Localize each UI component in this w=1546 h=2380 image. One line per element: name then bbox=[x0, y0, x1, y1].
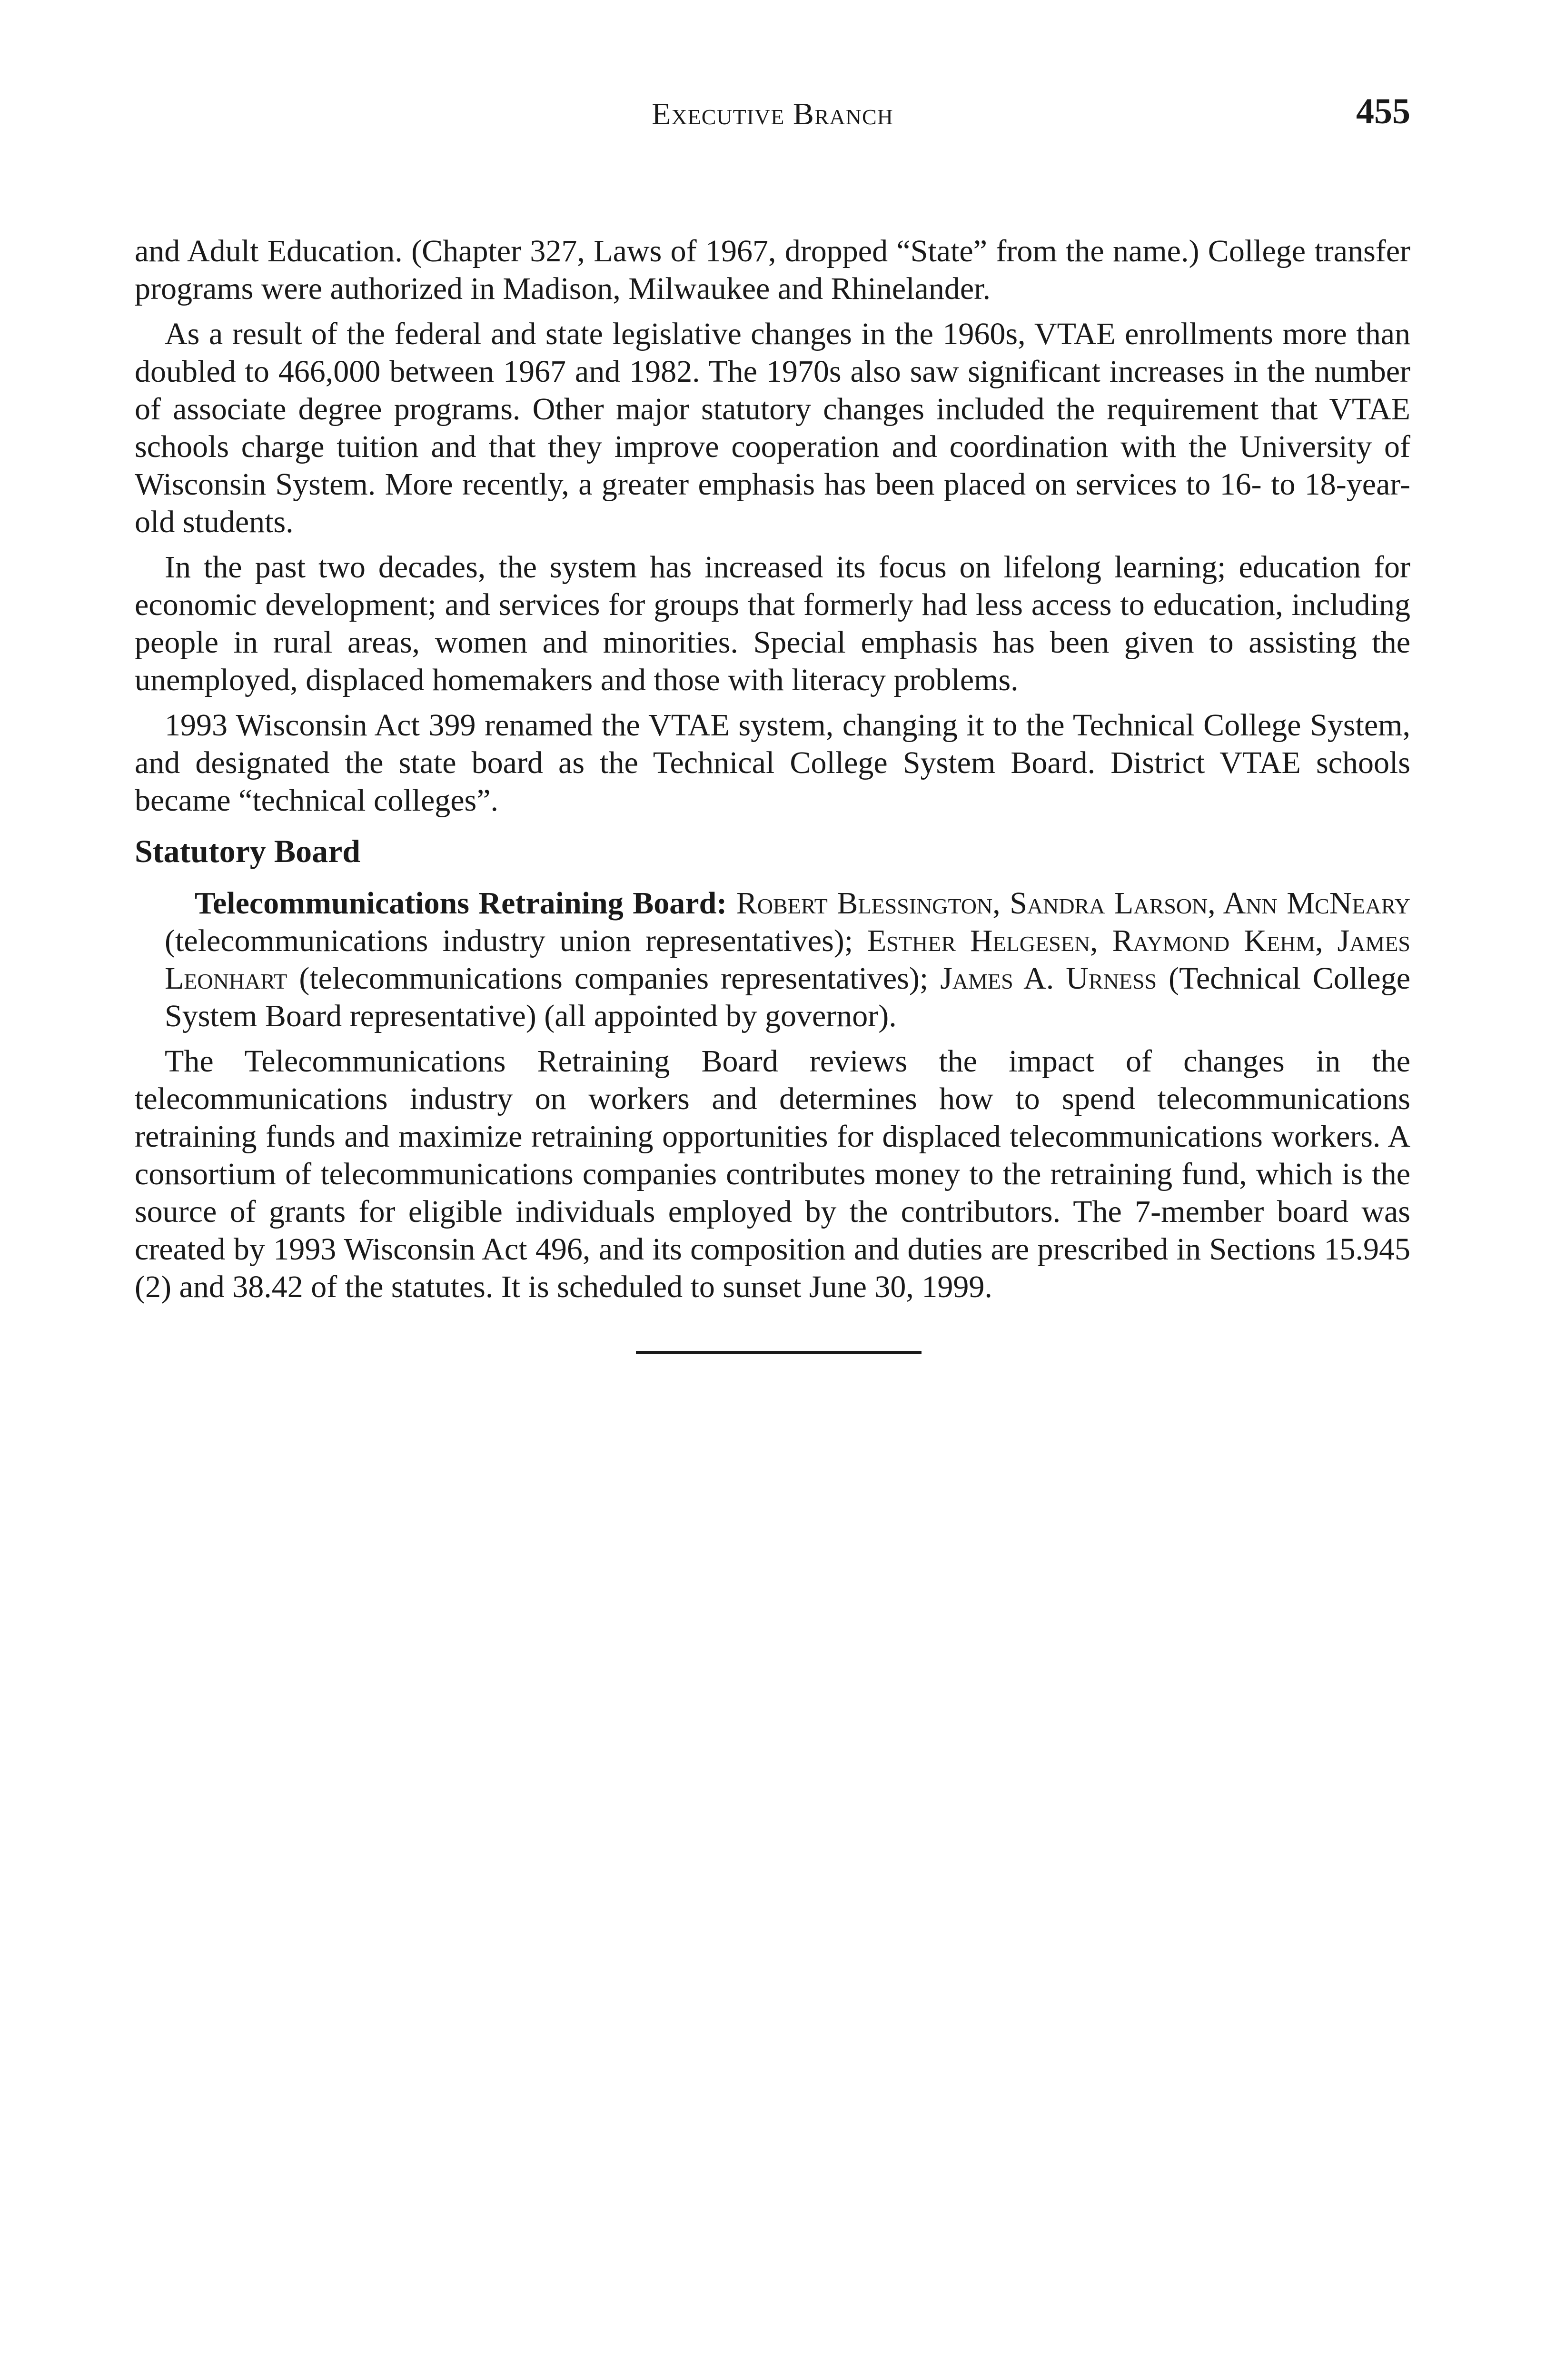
union-members: Robert Blessington, Sandra Larson, Ann McNeary bbox=[736, 886, 1410, 921]
paragraph-lifelong-learning: In the past two decades, the system has increased its focus on lifelong learning; education for economic development; and services for groups that formerly had less access to education, including people in rural areas, women and minorities. Special emphasis has been given to assisting the unemployed, displaced homemakers and those with literacy problems. bbox=[135, 550, 1410, 697]
section-end-rule bbox=[636, 1351, 922, 1354]
board-membership-entry bbox=[135, 884, 1410, 1035]
tcs-role: (Technical College System Board representative) (all appointed by governor). bbox=[165, 961, 1410, 1033]
company-members: Esther Helgesen, Raymond Kehm, James Leonhart bbox=[165, 923, 1410, 996]
page-number: 455 bbox=[1356, 91, 1410, 131]
section-heading: Statutory Board bbox=[135, 833, 361, 869]
running-head bbox=[135, 90, 1410, 143]
board-name: Telecommunications Retraining Board: bbox=[195, 886, 727, 921]
union-role: (telecommunications industry union representatives); bbox=[165, 923, 868, 958]
tcs-member: James A. Urness bbox=[940, 961, 1157, 996]
running-title: Executive Branch bbox=[652, 97, 893, 131]
paragraph-act-399: 1993 Wisconsin Act 399 renamed the VTAE system, changing it to the Technical College System, and designated the state board as the Technical College System Board. District VTAE schools became “technical colleges”. bbox=[135, 708, 1410, 818]
company-role: (telecommunications companies representatives); bbox=[287, 961, 941, 996]
body-text bbox=[135, 232, 1410, 1313]
paragraph-enrollments: As a result of the federal and state legislative changes in the 1960s, VTAE enrollments more than doubled to 466,000 between 1967 and 1982. The 1970s also saw significant increases in the number of associate degree programs. Other major statutory changes included the requirement that VTAE schools charge tuition and that they improve cooperation and coordination with the University of Wisconsin System. More recently, a greater emphasis has been placed on services to 16- to 18-year-old students. bbox=[135, 317, 1410, 539]
board-description: The Telecommunications Retraining Board reviews the impact of changes in the telecommunications industry on workers and determines how to spend telecommunications retraining funds and maximize retraining opportunities for displaced telecommunications workers. A consortium of telecommunications companies contributes money to the retraining fund, which is the source of grants for eligible individuals employed by the contributors. The 7-member board was created by 1993 Wisconsin Act 496, and its composition and duties are prescribed in Sections 15.945 (2) and 38.42 of the statutes. It is scheduled to sunset June 30, 1999. bbox=[135, 1044, 1410, 1304]
paragraph-continued: and Adult Education. (Chapter 327, Laws of 1967, dropped “State” from the name.) College transfer programs were authorized in Madison, Milwaukee and Rhinelander. bbox=[135, 234, 1410, 306]
